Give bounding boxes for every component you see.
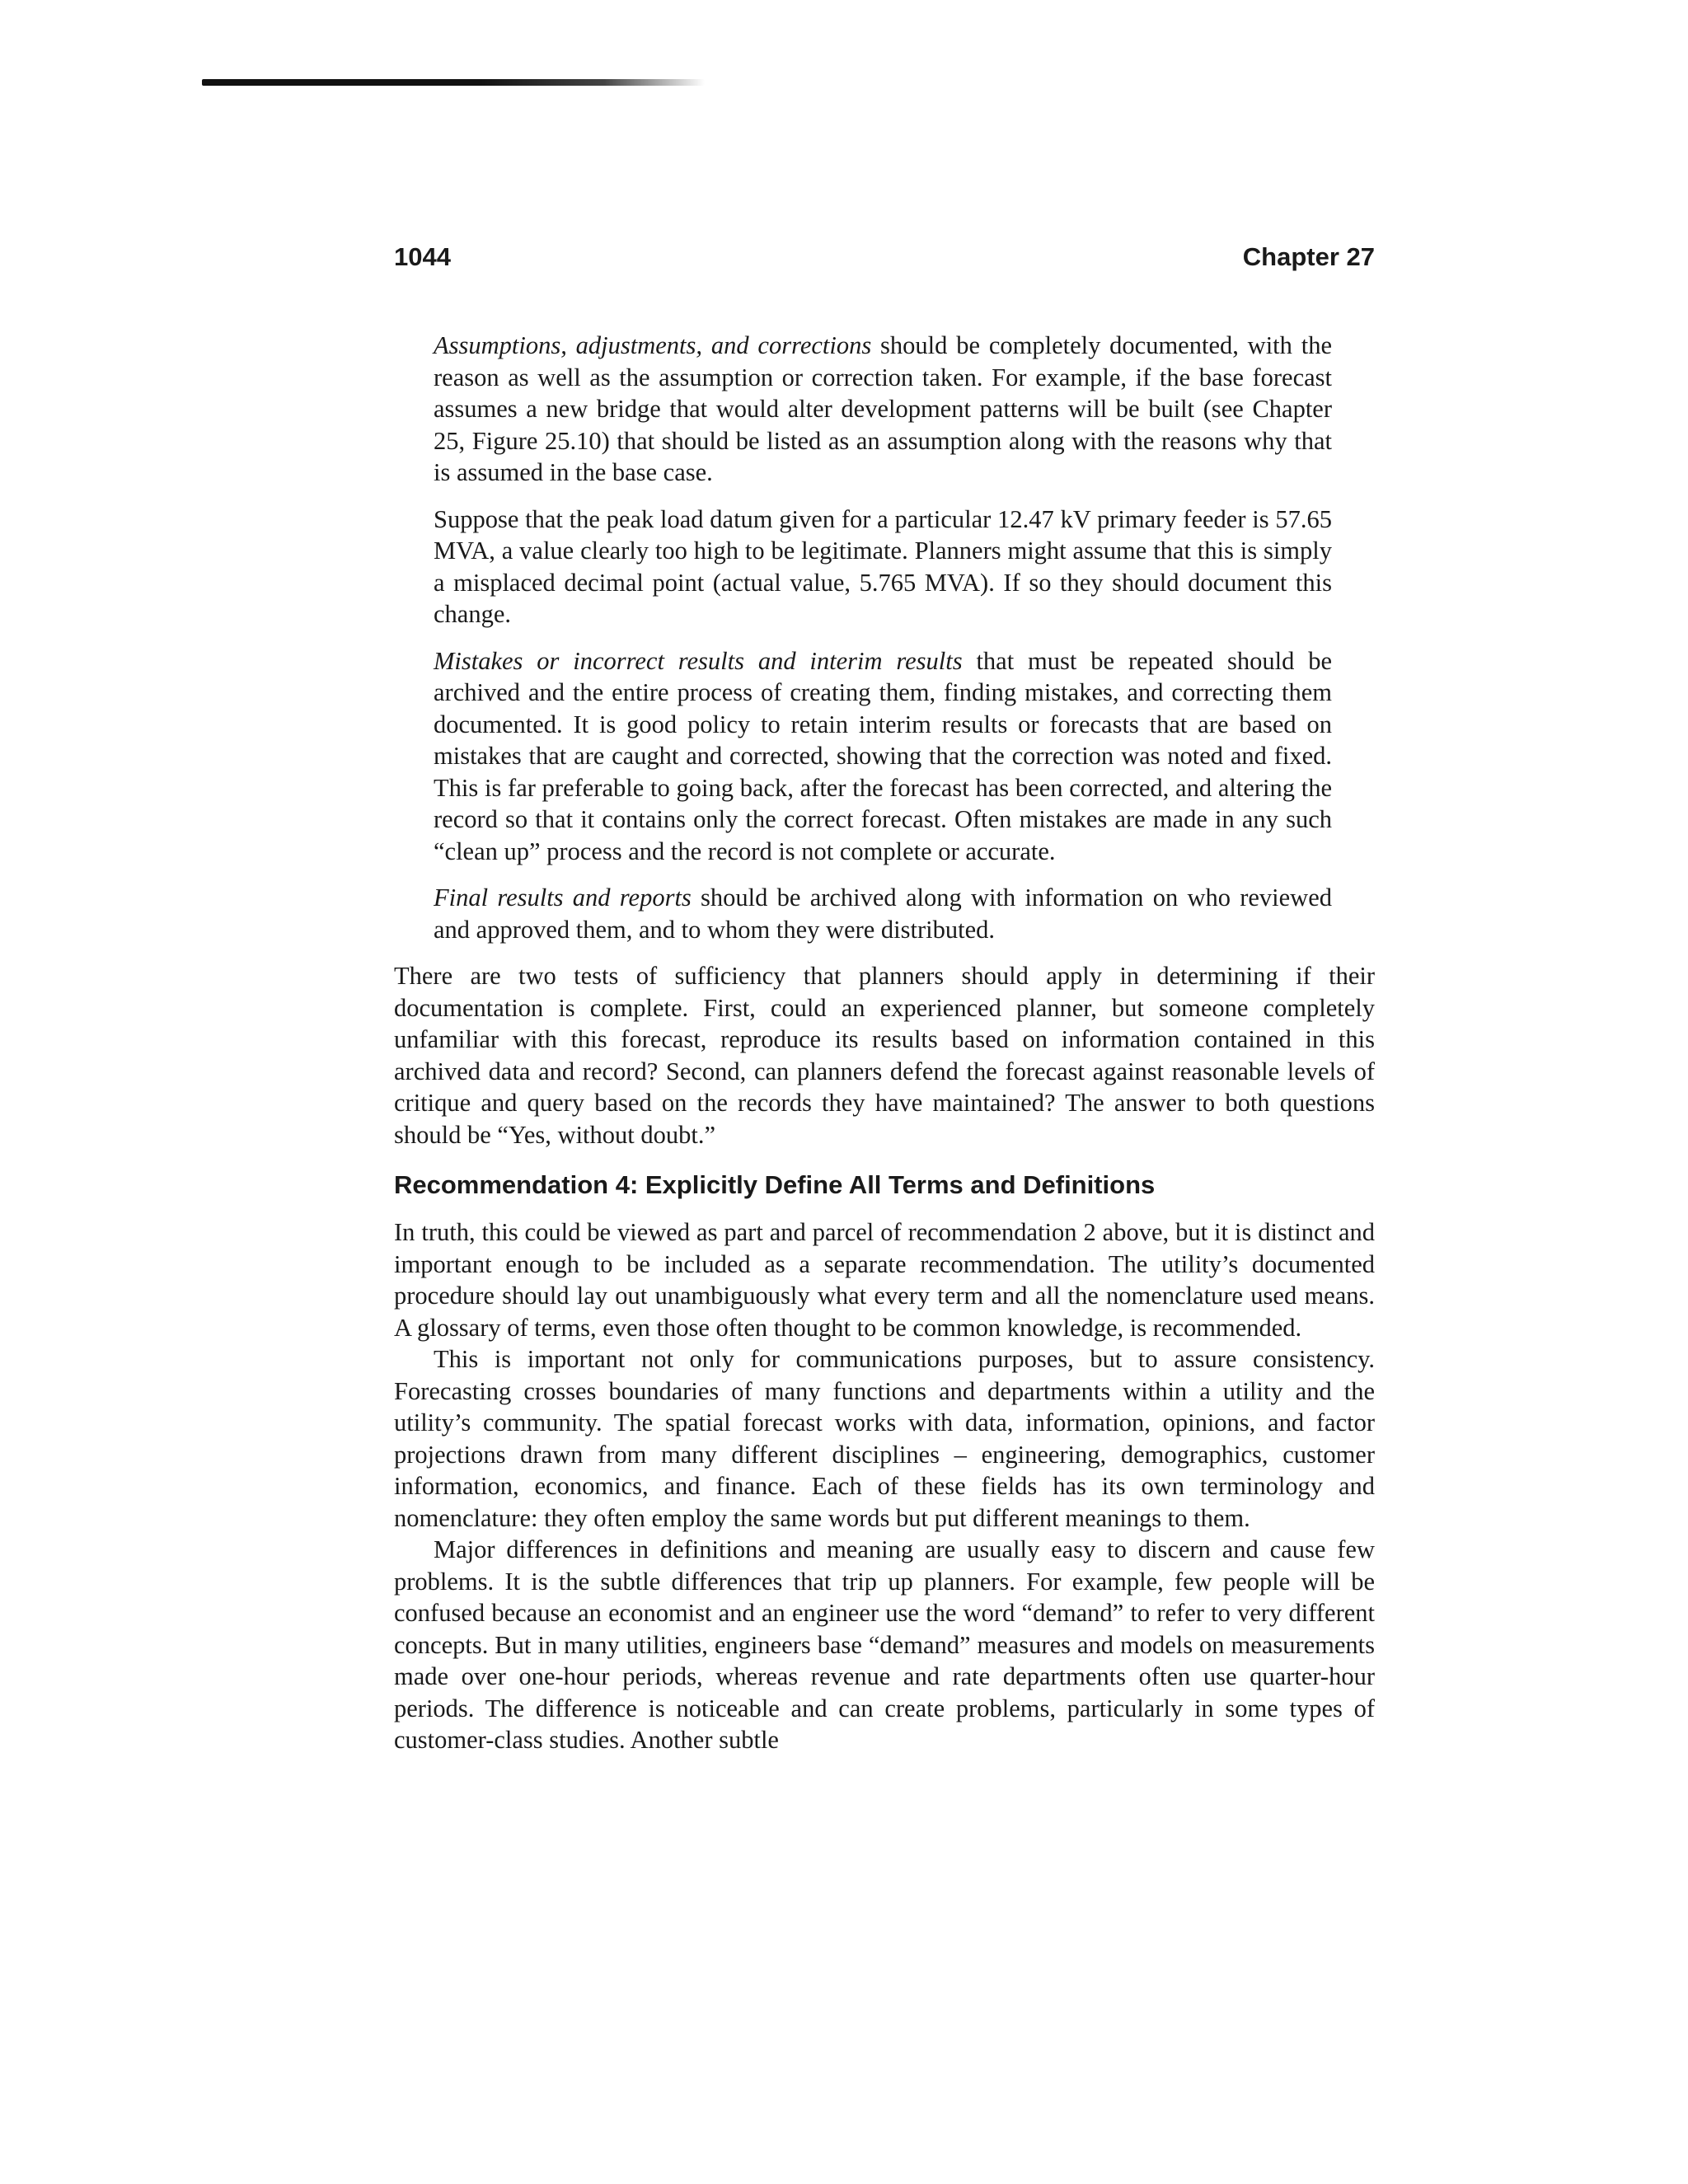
paragraph-text: should be completely documented, with the reason as well as the assumption or correction taken. For example, if the base forecast assumes a new bridge that would alter development patterns will be built (see Chapter 25, Figure 25.10) that should be listed as an assumption along with the reasons why that is assumed in the base case. [434, 331, 1332, 486]
section-paragraph-1: In truth, this could be viewed as part and parcel of recommendation 2 above, but it is distinct and important enough to be included as a separate recommendation. The utility’s documented procedure should lay out unambiguously what every term and all the nomenclature used means. A glossary of terms, even those often thought to be common knowledge, is recommended. [394, 1218, 1375, 1342]
running-head [394, 241, 1375, 274]
indented-paragraph-final-results [434, 882, 1332, 945]
paragraph-text: that must be repeated should be archived and the entire process of creating them, finding mistakes, and correcting them documented. It is good policy to retain interim results or forecasts that are based on mistakes that are caught and corrected, showing that the correction was noted and fixed. This is far preferable to going back, after the forecast has been corrected, and altering the record so that it contains only the correct forecast. Often mistakes are made in any such “clean up” process and the record is not complete or accurate. [434, 646, 1332, 865]
page-body [394, 330, 1375, 1756]
section-paragraph-2: This is important not only for communications purposes, but to assure consistency. Forecasting crosses boundaries of many functions and departments within a utility and the utility’s community. The spatial forecast works with data, information, opinions, and factor projections drawn from many different disciplines – engineering, demographics, customer information, economics, and finance. Each of these fields has its own terminology and nomenclature: they often employ the same words but put different meanings to them. [394, 1345, 1375, 1532]
paragraph-lead: Assumptions, adjustments, and corrections [434, 331, 872, 359]
indented-paragraph-mistakes [434, 645, 1332, 868]
indented-paragraph-peak-load [434, 504, 1332, 630]
sufficiency-paragraph: There are two tests of sufficiency that planners should apply in determining if their documentation is complete. First, could an experienced planner, but someone completely unfamiliar with this forecast, reproduce its results based on information contained in this archived data and record? Second, can planners defend the forecast against reasonable levels of critique and query based on the records they have maintained? The answer to both questions should be “Yes, without doubt.” [394, 962, 1375, 1149]
chapter-label: Chapter 27 [1242, 242, 1375, 271]
paragraph-text: should be archived along with information on who reviewed and approved them, and to whom they were distributed. [434, 883, 1332, 944]
page-number: 1044 [394, 242, 451, 271]
indented-paragraph-assumptions [434, 330, 1332, 489]
section-paragraph-3: Major differences in definitions and meaning are usually easy to discern and cause few problems. It is the subtle differences that trip up planners. For example, few people will be confused because an economist and an engineer use the word “demand” to refer to very different concepts. But in many utilities, engineers base “demand” measures and models on measurements made over one-hour periods, whereas revenue and rate departments often use quarter-hour periods. The difference is noticeable and can create problems, particularly in some types of customer-class studies. Another subtle [394, 1535, 1375, 1754]
scan-artifact-rule [202, 79, 705, 86]
section-heading: Recommendation 4: Explicitly Define All Terms and Definitions [394, 1170, 1156, 1199]
paragraph-lead: Mistakes or incorrect results and interim results [434, 646, 963, 675]
paragraph-text: Suppose that the peak load datum given for a particular 12.47 kV primary feeder is 57.65 MVA, a value clearly too high to be legitimate. Planners might assume that this is simply a misplaced decimal point (actual value, 5.765 MVA). If so they should document this change. [434, 504, 1332, 628]
paragraph-lead: Final results and reports [434, 883, 692, 912]
